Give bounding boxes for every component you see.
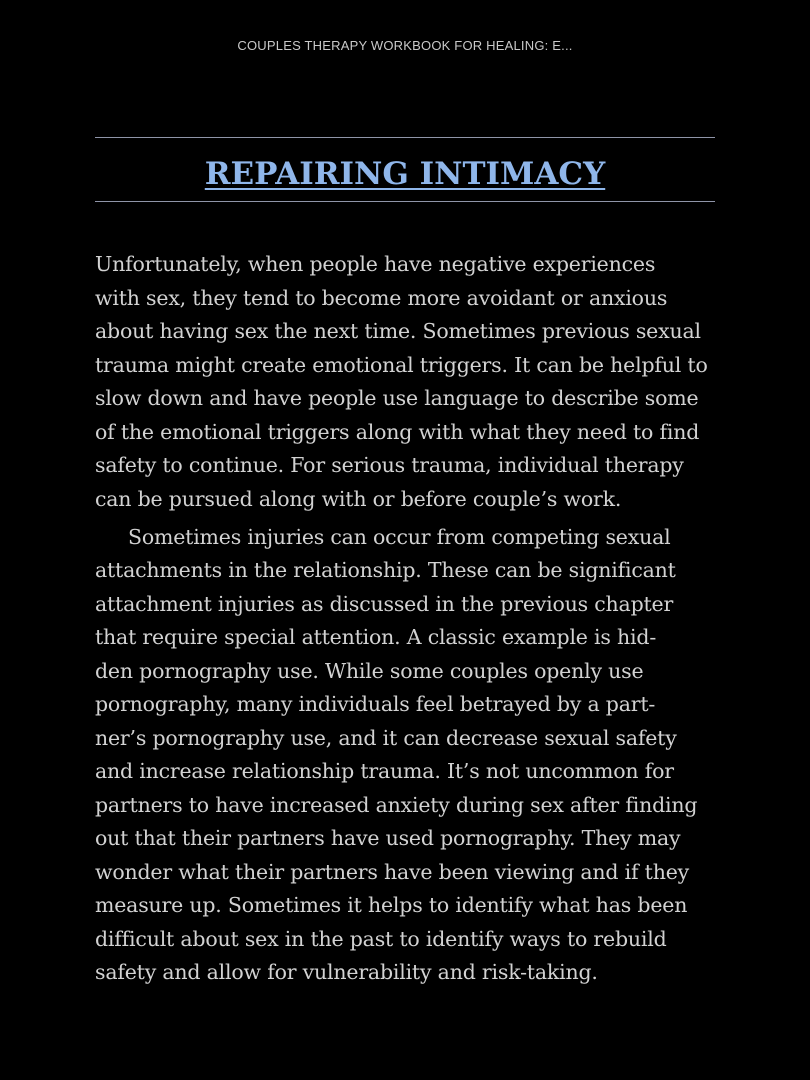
text-line: measure up. Sometimes it helps to identify what has been	[95, 893, 688, 917]
title-rule-top	[95, 137, 715, 138]
paragraph-2	[95, 521, 715, 990]
text-line: about having sex the next time. Sometimes previous sexual	[95, 319, 701, 343]
text-line: with sex, they tend to become more avoidant or anxious	[95, 285, 668, 310]
text-line: out that their partners have used pornography. They may	[95, 826, 681, 850]
text-line: difficult about sex in the past to identify ways to rebuild	[95, 926, 667, 951]
text-line: wonder what their partners have been viewing and if they	[95, 859, 690, 884]
text-line: Sometimes injuries can occur from competing sexual	[128, 524, 671, 549]
text-line: safety and allow for vulnerability and risk-taking.	[95, 960, 598, 984]
text-line: of the emotional triggers along with what they need to find	[95, 419, 700, 444]
text-line: pornography, many individuals feel betrayed by a part-	[95, 692, 656, 716]
paragraph-1	[95, 248, 715, 516]
text-line: ner’s pornography use, and it can decrease sexual safety	[95, 725, 677, 750]
chapter-body	[95, 248, 715, 990]
text-line: partners to have increased anxiety during sex after finding	[95, 792, 698, 817]
running-header: COUPLES THERAPY WORKBOOK FOR HEALING: E...	[237, 38, 573, 53]
text-line: can be pursued along with or before couple’s work.	[95, 486, 622, 511]
text-line: slow down and have people use language to describe some	[95, 386, 699, 410]
text-line: attachments in the relationship. These can be significant	[95, 558, 676, 582]
text-line: Unfortunately, when people have negative experiences	[95, 252, 656, 276]
text-line: safety to continue. For serious trauma, individual therapy	[95, 453, 684, 477]
text-line: attachment injuries as discussed in the previous chapter	[95, 591, 674, 616]
text-line: and increase relationship trauma. It’s not uncommon for	[95, 759, 674, 783]
chapter-title: REPAIRING INTIMACY	[204, 156, 606, 192]
title-rule-bottom	[95, 201, 715, 202]
text-line: that require special attention. A classic example is hid-	[95, 625, 657, 649]
text-line: den pornography use. While some couples openly use	[95, 658, 644, 683]
text-line: trauma might create emotional triggers. It can be helpful to	[95, 352, 708, 377]
